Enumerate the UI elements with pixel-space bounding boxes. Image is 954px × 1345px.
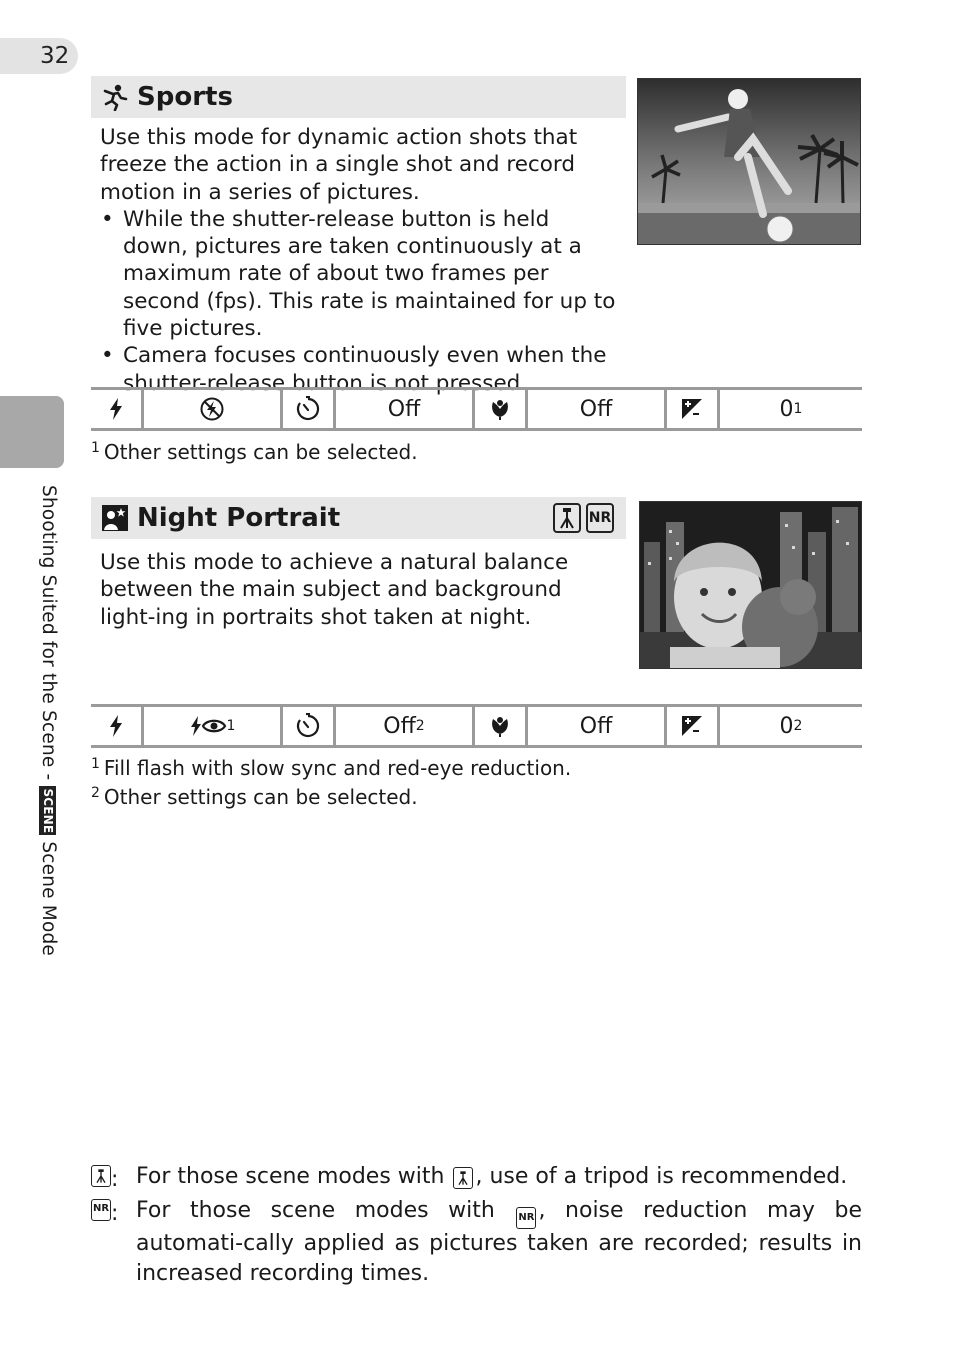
- legend-description: [136, 1162, 862, 1196]
- icon-legend: [91, 1162, 862, 1290]
- macro-value: Off: [528, 390, 667, 428]
- self-timer-value: Off: [336, 390, 475, 428]
- sports-settings-table: [91, 387, 862, 431]
- night-portrait-mode-icon: [101, 504, 129, 532]
- sports-mode-icon: [101, 83, 129, 111]
- self-timer-text: Off: [383, 713, 416, 739]
- exposure-number: 0: [779, 713, 794, 739]
- self-timer-icon: [283, 390, 336, 428]
- flash-off-icon: [144, 390, 283, 428]
- night-portrait-title: Night Portrait: [137, 503, 341, 533]
- exposure-value: 0 1: [779, 396, 803, 422]
- legend-text: For those scene modes with: [136, 1164, 445, 1189]
- footnote: [91, 783, 791, 812]
- sports-description: [100, 124, 620, 397]
- macro-value: Off: [528, 707, 667, 745]
- sports-header: [91, 76, 626, 118]
- sports-bullet: • Camera focuses continuously even when the shutter-release button is not pressed.: [100, 342, 620, 397]
- sports-bullet: • While the shutter-release button is held down, pictures are taken continuously at a maximum rate of about two frames per second (fps). This rate is maintained for up to five pictures.: [100, 206, 620, 342]
- self-timer-value: Off 2: [336, 707, 475, 745]
- night-portrait-photo: [639, 501, 862, 669]
- sports-photo-art: [638, 79, 861, 245]
- footnote-text: Other settings can be selected.: [103, 440, 418, 464]
- sports-photo: [637, 78, 861, 245]
- legend-noise-reduction: [91, 1196, 862, 1290]
- legend-text: , use of a tripod is recommended.: [475, 1164, 848, 1189]
- night-portrait-header: [91, 497, 626, 539]
- self-timer-icon: [283, 707, 336, 745]
- chapter-side-title: [36, 485, 60, 1005]
- legend-key: [91, 1162, 136, 1196]
- page-number: 32: [0, 38, 78, 74]
- footnote: [91, 754, 791, 783]
- exposure-compensation-icon: [667, 707, 720, 745]
- night-portrait-footnotes: [91, 754, 791, 811]
- macro-icon: [475, 707, 528, 745]
- side-title-after: Scene Mode: [38, 841, 59, 957]
- flash-icon: [91, 390, 144, 428]
- flash-slow-sync-redeye-value: 1: [144, 707, 283, 745]
- exposure-number: 0: [779, 396, 794, 422]
- footnote-text: Fill flash with slow sync and red-eye reduction.: [103, 756, 572, 780]
- chapter-tab: [0, 396, 64, 468]
- sports-intro: Use this mode for dynamic action shots that freeze the action in a single shot and record motion in a series of pictures.: [100, 125, 578, 205]
- legend-text: , noise reduction may be automati-cally applied as pictures taken are recorded; results in increased recording times.: [136, 1197, 862, 1287]
- night-portrait-description: [100, 549, 610, 631]
- legend-separator: :: [111, 1167, 119, 1192]
- tripod-icon: [553, 503, 581, 533]
- legend-description: [136, 1196, 862, 1290]
- night-portrait-intro: Use this mode to achieve a natural balance between the main subject and background light-ing in portraits shot taken at night.: [100, 550, 569, 630]
- macro-icon: [475, 390, 528, 428]
- sports-title: Sports: [137, 82, 233, 112]
- sports-footnote: [91, 438, 791, 467]
- footnote-mark: 2: [91, 784, 100, 801]
- exposure-compensation-icon: [667, 390, 720, 428]
- legend-separator: :: [111, 1200, 119, 1226]
- night-portrait-photo-art: [640, 502, 862, 669]
- scene-badge: SCENE: [41, 788, 56, 834]
- tripod-icon: [91, 1165, 111, 1187]
- slow-sync-redeye-icon: [189, 714, 227, 738]
- legend-key: [91, 1196, 136, 1290]
- exposure-value: 0 2: [779, 713, 803, 739]
- noise-reduction-icon: NR: [516, 1207, 536, 1229]
- noise-reduction-icon: NR: [91, 1199, 111, 1221]
- footnote-mark: 1: [91, 756, 100, 772]
- noise-reduction-icon: NR: [586, 503, 614, 533]
- legend-tripod: [91, 1162, 862, 1196]
- tripod-icon: [453, 1167, 473, 1189]
- footnote-text: Other settings can be selected.: [103, 784, 418, 809]
- night-portrait-recommendation-icons: [553, 503, 614, 533]
- footnote-mark: 1: [91, 440, 100, 456]
- flash-icon: [91, 707, 144, 745]
- legend-text: For those scene modes with: [136, 1197, 495, 1223]
- night-portrait-settings-table: [91, 704, 862, 748]
- side-title-before: Shooting Suited for the Scene -: [38, 485, 59, 781]
